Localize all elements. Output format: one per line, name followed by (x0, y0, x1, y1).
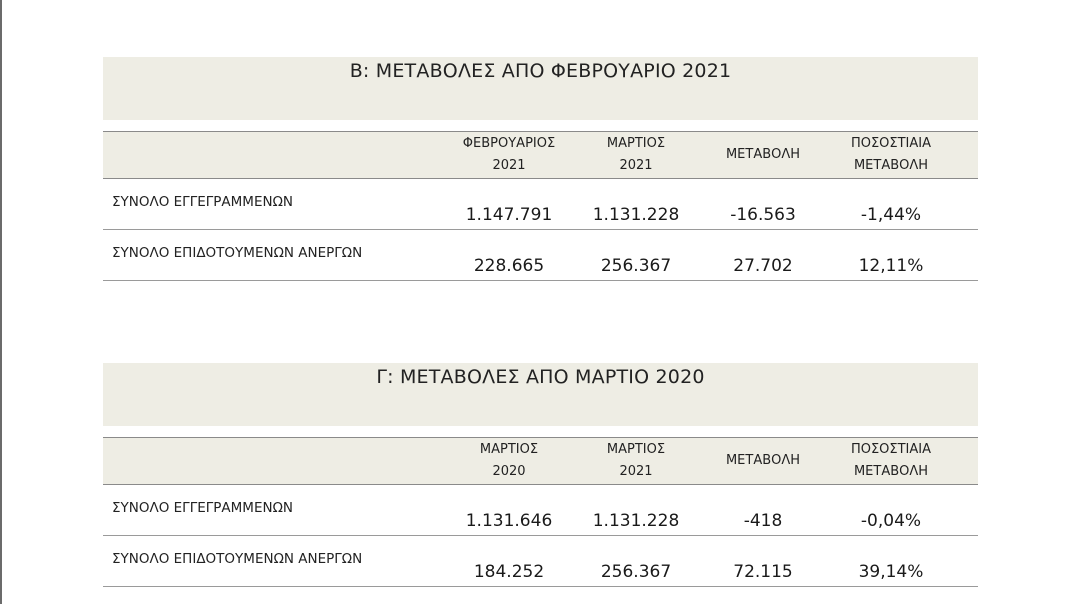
header-col3: ΜΕΤΑΒΟΛΗ (725, 147, 801, 162)
section-c (103, 363, 978, 593)
header-col4 (830, 133, 952, 177)
header-col1 (448, 133, 570, 177)
row-value-col4: 12,11% (858, 256, 924, 276)
section-c-title-box (103, 363, 978, 426)
table-row (103, 536, 978, 587)
header-col1-line1: ΦΕΒΡΟΥΑΡΙΟΣ (462, 136, 556, 151)
header-col3: ΜΕΤΑΒΟΛΗ (725, 453, 801, 468)
header-col4-line1: ΠΟΣΟΣΤΙΑΙΑ (850, 442, 932, 457)
header-col4 (830, 439, 952, 483)
row-label: ΣΥΝΟΛΟ ΕΠΙΔΟΤΟΥΜΕΝΩΝ ΑΝΕΡΓΩΝ (112, 245, 363, 261)
row-value-col1: 228.665 (473, 256, 545, 276)
row-value-col1: 1.147.791 (465, 205, 553, 225)
header-col1-line2: 2021 (492, 158, 526, 173)
section-c-title: Γ: ΜΕΤΑΒΟΛΕΣ ΑΠΟ ΜΑΡΤΙΟ 2020 (376, 366, 705, 388)
header-col4-line2: ΜΕΤΑΒΟΛΗ (853, 464, 929, 479)
header-col2 (575, 133, 697, 177)
row-value-col2: 256.367 (600, 562, 672, 582)
header-col2 (575, 439, 697, 483)
header-col4-line2: ΜΕΤΑΒΟΛΗ (853, 158, 929, 173)
table-row (103, 179, 978, 230)
section-b-table-header (103, 131, 978, 179)
row-label: ΣΥΝΟΛΟ ΕΓΓΕΓΡΑΜΜΕΝΩΝ (112, 194, 293, 210)
row-value-col2: 256.367 (600, 256, 672, 276)
row-value-col2: 1.131.228 (592, 511, 680, 531)
section-b (103, 57, 978, 282)
row-value-col1: 184.252 (473, 562, 545, 582)
row-value-col2: 1.131.228 (592, 205, 680, 225)
row-value-col1: 1.131.646 (465, 511, 553, 531)
row-value-col4: -1,44% (860, 205, 922, 225)
row-label: ΣΥΝΟΛΟ ΕΠΙΔΟΤΟΥΜΕΝΩΝ ΑΝΕΡΓΩΝ (112, 551, 363, 567)
page-left-border (0, 0, 2, 604)
header-col1 (448, 439, 570, 483)
row-value-col4: 39,14% (858, 562, 924, 582)
section-b-title-box (103, 57, 978, 120)
row-label: ΣΥΝΟΛΟ ΕΓΓΕΓΡΑΜΜΕΝΩΝ (112, 500, 293, 516)
header-col2-line2: 2021 (619, 464, 653, 479)
header-col4-line1: ΠΟΣΟΣΤΙΑΙΑ (850, 136, 932, 151)
section-c-table-header (103, 437, 978, 485)
header-col1-line1: ΜΑΡΤΙΟΣ (479, 442, 539, 457)
row-value-col4: -0,04% (860, 511, 922, 531)
header-col2-line1: ΜΑΡΤΙΟΣ (606, 136, 666, 151)
row-value-col3: -16.563 (730, 205, 796, 225)
header-col1-line2: 2020 (492, 464, 526, 479)
row-value-col3: 27.702 (733, 256, 793, 276)
section-b-title: Β: ΜΕΤΑΒΟΛΕΣ ΑΠΟ ΦΕΒΡΟΥΑΡΙΟ 2021 (349, 60, 732, 82)
header-col2-line2: 2021 (619, 158, 653, 173)
row-value-col3: -418 (743, 511, 783, 531)
header-col2-line1: ΜΑΡΤΙΟΣ (606, 442, 666, 457)
table-row (103, 485, 978, 536)
row-value-col3: 72.115 (733, 562, 793, 582)
table-row (103, 230, 978, 281)
